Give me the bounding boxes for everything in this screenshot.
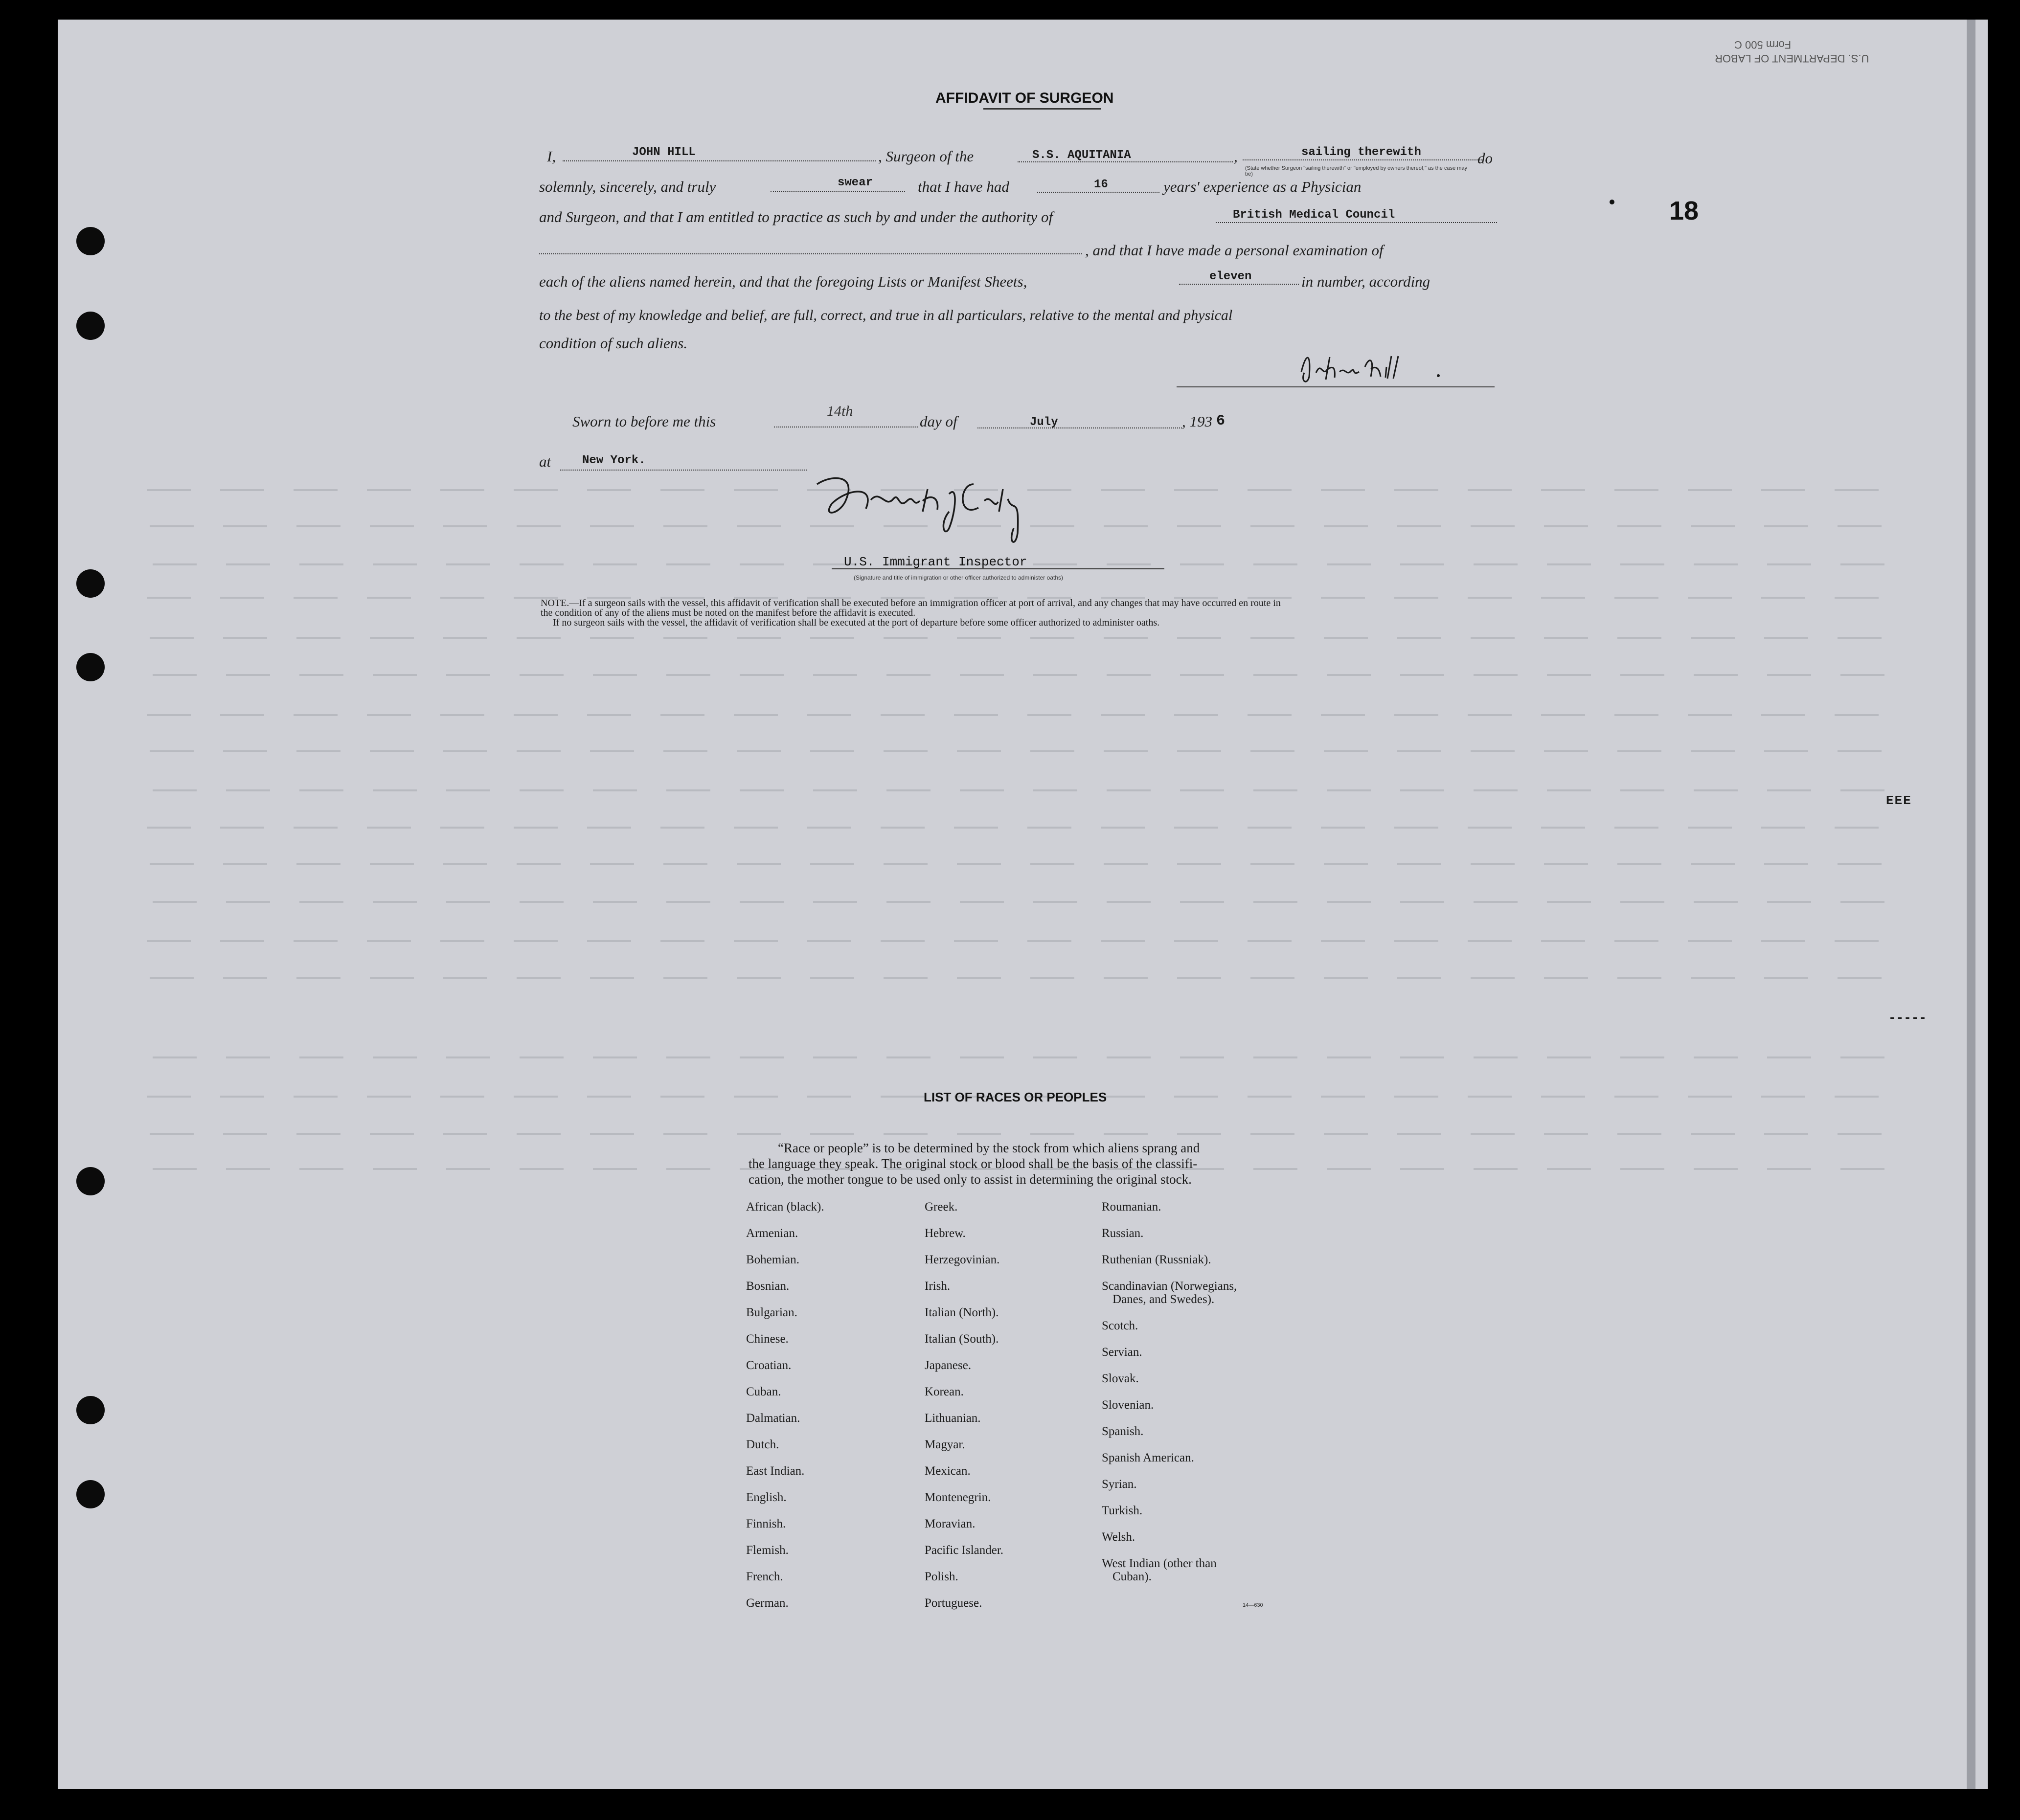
- years-line: [1037, 192, 1159, 193]
- race-item: Scotch.: [1102, 1319, 1138, 1332]
- title-underline: [983, 108, 1101, 110]
- races-intro-2: the language they speak. The original stock or blood shall be the basis of the classifi-: [749, 1156, 1198, 1171]
- race-item: Portuguese.: [925, 1596, 982, 1610]
- race-item: African (black).: [746, 1200, 824, 1213]
- surgeon-name-value: JOHN HILL: [632, 146, 696, 159]
- race-item: Finnish.: [746, 1517, 786, 1530]
- race-item: Korean.: [925, 1385, 964, 1398]
- inspector-signature-line: [832, 568, 1164, 569]
- race-item: French.: [746, 1570, 783, 1583]
- examination-label: , and that I have made a personal examination of: [1085, 242, 1384, 259]
- race-item: Mexican.: [925, 1464, 971, 1478]
- oath-word-value: swear: [838, 176, 873, 189]
- race-item: Spanish American.: [1102, 1451, 1194, 1464]
- races-form-code: 14—630: [1243, 1602, 1263, 1608]
- bleed-through-row: [153, 1056, 1894, 1058]
- race-item: German.: [746, 1596, 789, 1610]
- race-item: Danes, and Swedes).: [1112, 1293, 1215, 1306]
- year-prefix: , 193: [1182, 413, 1212, 430]
- sworn-label: Sworn to before me this: [572, 413, 716, 430]
- race-item: Pacific Islander.: [925, 1544, 1004, 1557]
- inspector-caption: (Signature and title of immigration or other officer authorized to administer oaths): [854, 574, 1063, 581]
- race-item: Italian (South).: [925, 1332, 999, 1346]
- binder-hole: [76, 1396, 105, 1424]
- race-item: Polish.: [925, 1570, 958, 1583]
- inspector-signature: [802, 465, 1057, 562]
- surgeon-of-label: , Surgeon of the: [878, 148, 974, 165]
- race-item: Ruthenian (Russniak).: [1102, 1253, 1211, 1266]
- race-item: West Indian (other than: [1102, 1557, 1217, 1570]
- race-item: Cuban).: [1112, 1570, 1152, 1583]
- aliens-label: each of the aliens named herein, and that the foregoing Lists or Manifest Sheets,: [539, 273, 1027, 290]
- surgeon-name-line: [563, 160, 876, 161]
- sailing-status-note: (State whether Surgeon "sailing therewith" or "employed by owners thereof," as the case may be): [1245, 165, 1468, 177]
- years-label: years' experience as a Physician: [1163, 178, 1362, 195]
- race-item: English.: [746, 1491, 787, 1504]
- affidavit-title: AFFIDAVIT OF SURGEON: [935, 90, 1114, 106]
- bleed-through-row: [150, 1133, 1891, 1135]
- condition-label: condition of such aliens.: [539, 335, 688, 352]
- race-item: Bosnian.: [746, 1280, 790, 1293]
- bleed-through-row: [147, 714, 1888, 716]
- vessel-comma: ,: [1234, 148, 1238, 165]
- bleed-through-row: [150, 977, 1891, 979]
- note-line-2: the condition of any of the aliens must be noted on the manifest before the affidavit is executed.: [541, 607, 916, 618]
- bleed-through-row: [150, 637, 1891, 639]
- surgeon-authority-label: and Surgeon, and that I am entitled to practice as such by and under the authority of: [539, 208, 1053, 225]
- race-item: Greek.: [925, 1200, 958, 1213]
- years-value: 16: [1094, 178, 1108, 191]
- oath-line: [771, 191, 905, 192]
- bleed-through-row: [153, 789, 1894, 791]
- race-item: Croatian.: [746, 1359, 792, 1372]
- race-item: Slovak.: [1102, 1372, 1139, 1385]
- race-item: Servian.: [1102, 1346, 1142, 1359]
- sailing-status-value: sailing therewith: [1301, 146, 1421, 159]
- bleed-through-row: [147, 940, 1888, 942]
- note-line-1: NOTE.—If a surgeon sails with the vessel, this affidavit of verification shall be executed before an immigration officer at port of arrival, and any changes that may have occurred en route in: [541, 598, 1281, 608]
- ink-dot: [1610, 200, 1614, 204]
- at-label: at: [539, 453, 551, 470]
- binder-hole: [76, 1167, 105, 1195]
- race-item: Armenian.: [746, 1227, 798, 1240]
- binder-hole: [76, 653, 105, 681]
- race-item: Bulgarian.: [746, 1306, 797, 1319]
- solemnly-label: solemnly, sincerely, and truly: [539, 178, 716, 195]
- race-item: Hebrew.: [925, 1227, 966, 1240]
- bleed-through-row: [153, 674, 1894, 676]
- race-item: Montenegrin.: [925, 1491, 991, 1504]
- race-item: Japanese.: [925, 1359, 972, 1372]
- binder-hole: [76, 569, 105, 598]
- authority-value: British Medical Council: [1233, 208, 1395, 222]
- form-number-mirrored: Form 500 C: [1734, 39, 1792, 51]
- race-item: Chinese.: [746, 1332, 789, 1346]
- margin-dashes: -----: [1888, 1011, 1927, 1025]
- knowledge-label: to the best of my knowledge and belief, are full, correct, and true in all particulars, relative to the mental and physical: [539, 307, 1233, 323]
- sworn-month-value: July: [1030, 416, 1058, 429]
- vessel-line: [1018, 161, 1233, 162]
- race-item: Herzegovinian.: [925, 1253, 1000, 1266]
- race-item: Flemish.: [746, 1544, 789, 1557]
- races-title: LIST OF RACES OR PEOPLES: [924, 1090, 1107, 1104]
- experience-label: that I have had: [918, 178, 1009, 195]
- race-item: Roumanian.: [1102, 1200, 1161, 1213]
- race-item: Moravian.: [925, 1517, 976, 1530]
- sworn-place-line: [560, 470, 807, 471]
- bleed-through-row: [153, 901, 1894, 903]
- race-item: Welsh.: [1102, 1530, 1135, 1544]
- number-label: in number, according: [1301, 273, 1430, 290]
- race-item: Irish.: [925, 1280, 951, 1293]
- race-item: Spanish.: [1102, 1425, 1144, 1438]
- race-item: Magyar.: [925, 1438, 965, 1451]
- race-item: Russian.: [1102, 1227, 1144, 1240]
- authority-continuation-line: [539, 253, 1082, 254]
- races-intro-1: “Race or people” is to be determined by the stock from which aliens sprang and: [778, 1141, 1200, 1155]
- page-edge-strip: [1967, 20, 1975, 1789]
- do-label: do: [1477, 150, 1493, 167]
- sheets-count-value: eleven: [1209, 270, 1252, 283]
- year-digit-value: 6: [1216, 413, 1226, 429]
- i-label: I,: [547, 148, 556, 165]
- surgeon-signature: [1292, 347, 1458, 386]
- sworn-day-value: 14th: [827, 403, 853, 419]
- race-item: Dalmatian.: [746, 1412, 800, 1425]
- vessel-value: S.S. AQUITANIA: [1032, 149, 1131, 162]
- department-label-mirrored: U.S. DEPARTMENT OF LABOR: [1715, 52, 1869, 65]
- day-of-label: day of: [920, 413, 957, 430]
- race-item: Dutch.: [746, 1438, 779, 1451]
- race-item: Syrian.: [1102, 1478, 1137, 1491]
- bleed-through-row: [147, 827, 1888, 829]
- page-number: 18: [1669, 196, 1699, 225]
- race-item: Scandinavian (Norwegians,: [1102, 1280, 1237, 1293]
- race-item: Turkish.: [1102, 1504, 1143, 1517]
- race-item: Bohemian.: [746, 1253, 800, 1266]
- race-item: Slovenian.: [1102, 1398, 1154, 1412]
- race-item: East Indian.: [746, 1464, 805, 1478]
- note-line-3: If no surgeon sails with the vessel, the affidavit of verification shall be executed at the port of departure before some officer authorized to administer oaths.: [553, 617, 1160, 628]
- sailing-status-line: [1243, 159, 1482, 160]
- race-item: Italian (North).: [925, 1306, 999, 1319]
- inspector-title: U.S. Immigrant Inspector: [844, 555, 1027, 569]
- authority-line: [1216, 222, 1497, 223]
- binder-hole: [76, 1480, 105, 1508]
- sworn-place-value: New York.: [582, 454, 646, 467]
- margin-mark: EEE: [1886, 793, 1912, 808]
- sheets-count-line: [1179, 284, 1299, 285]
- binder-hole: [76, 312, 105, 340]
- sworn-month-line: [977, 427, 1182, 428]
- race-item: Lithuanian.: [925, 1412, 981, 1425]
- race-item: Cuban.: [746, 1385, 781, 1398]
- binder-hole: [76, 227, 105, 255]
- bleed-through-row: [150, 863, 1891, 865]
- races-intro-3: cation, the mother tongue to be used only to assist in determining the original stock.: [749, 1172, 1192, 1187]
- bleed-through-row: [150, 750, 1891, 752]
- surgeon-signature-line: [1177, 386, 1495, 387]
